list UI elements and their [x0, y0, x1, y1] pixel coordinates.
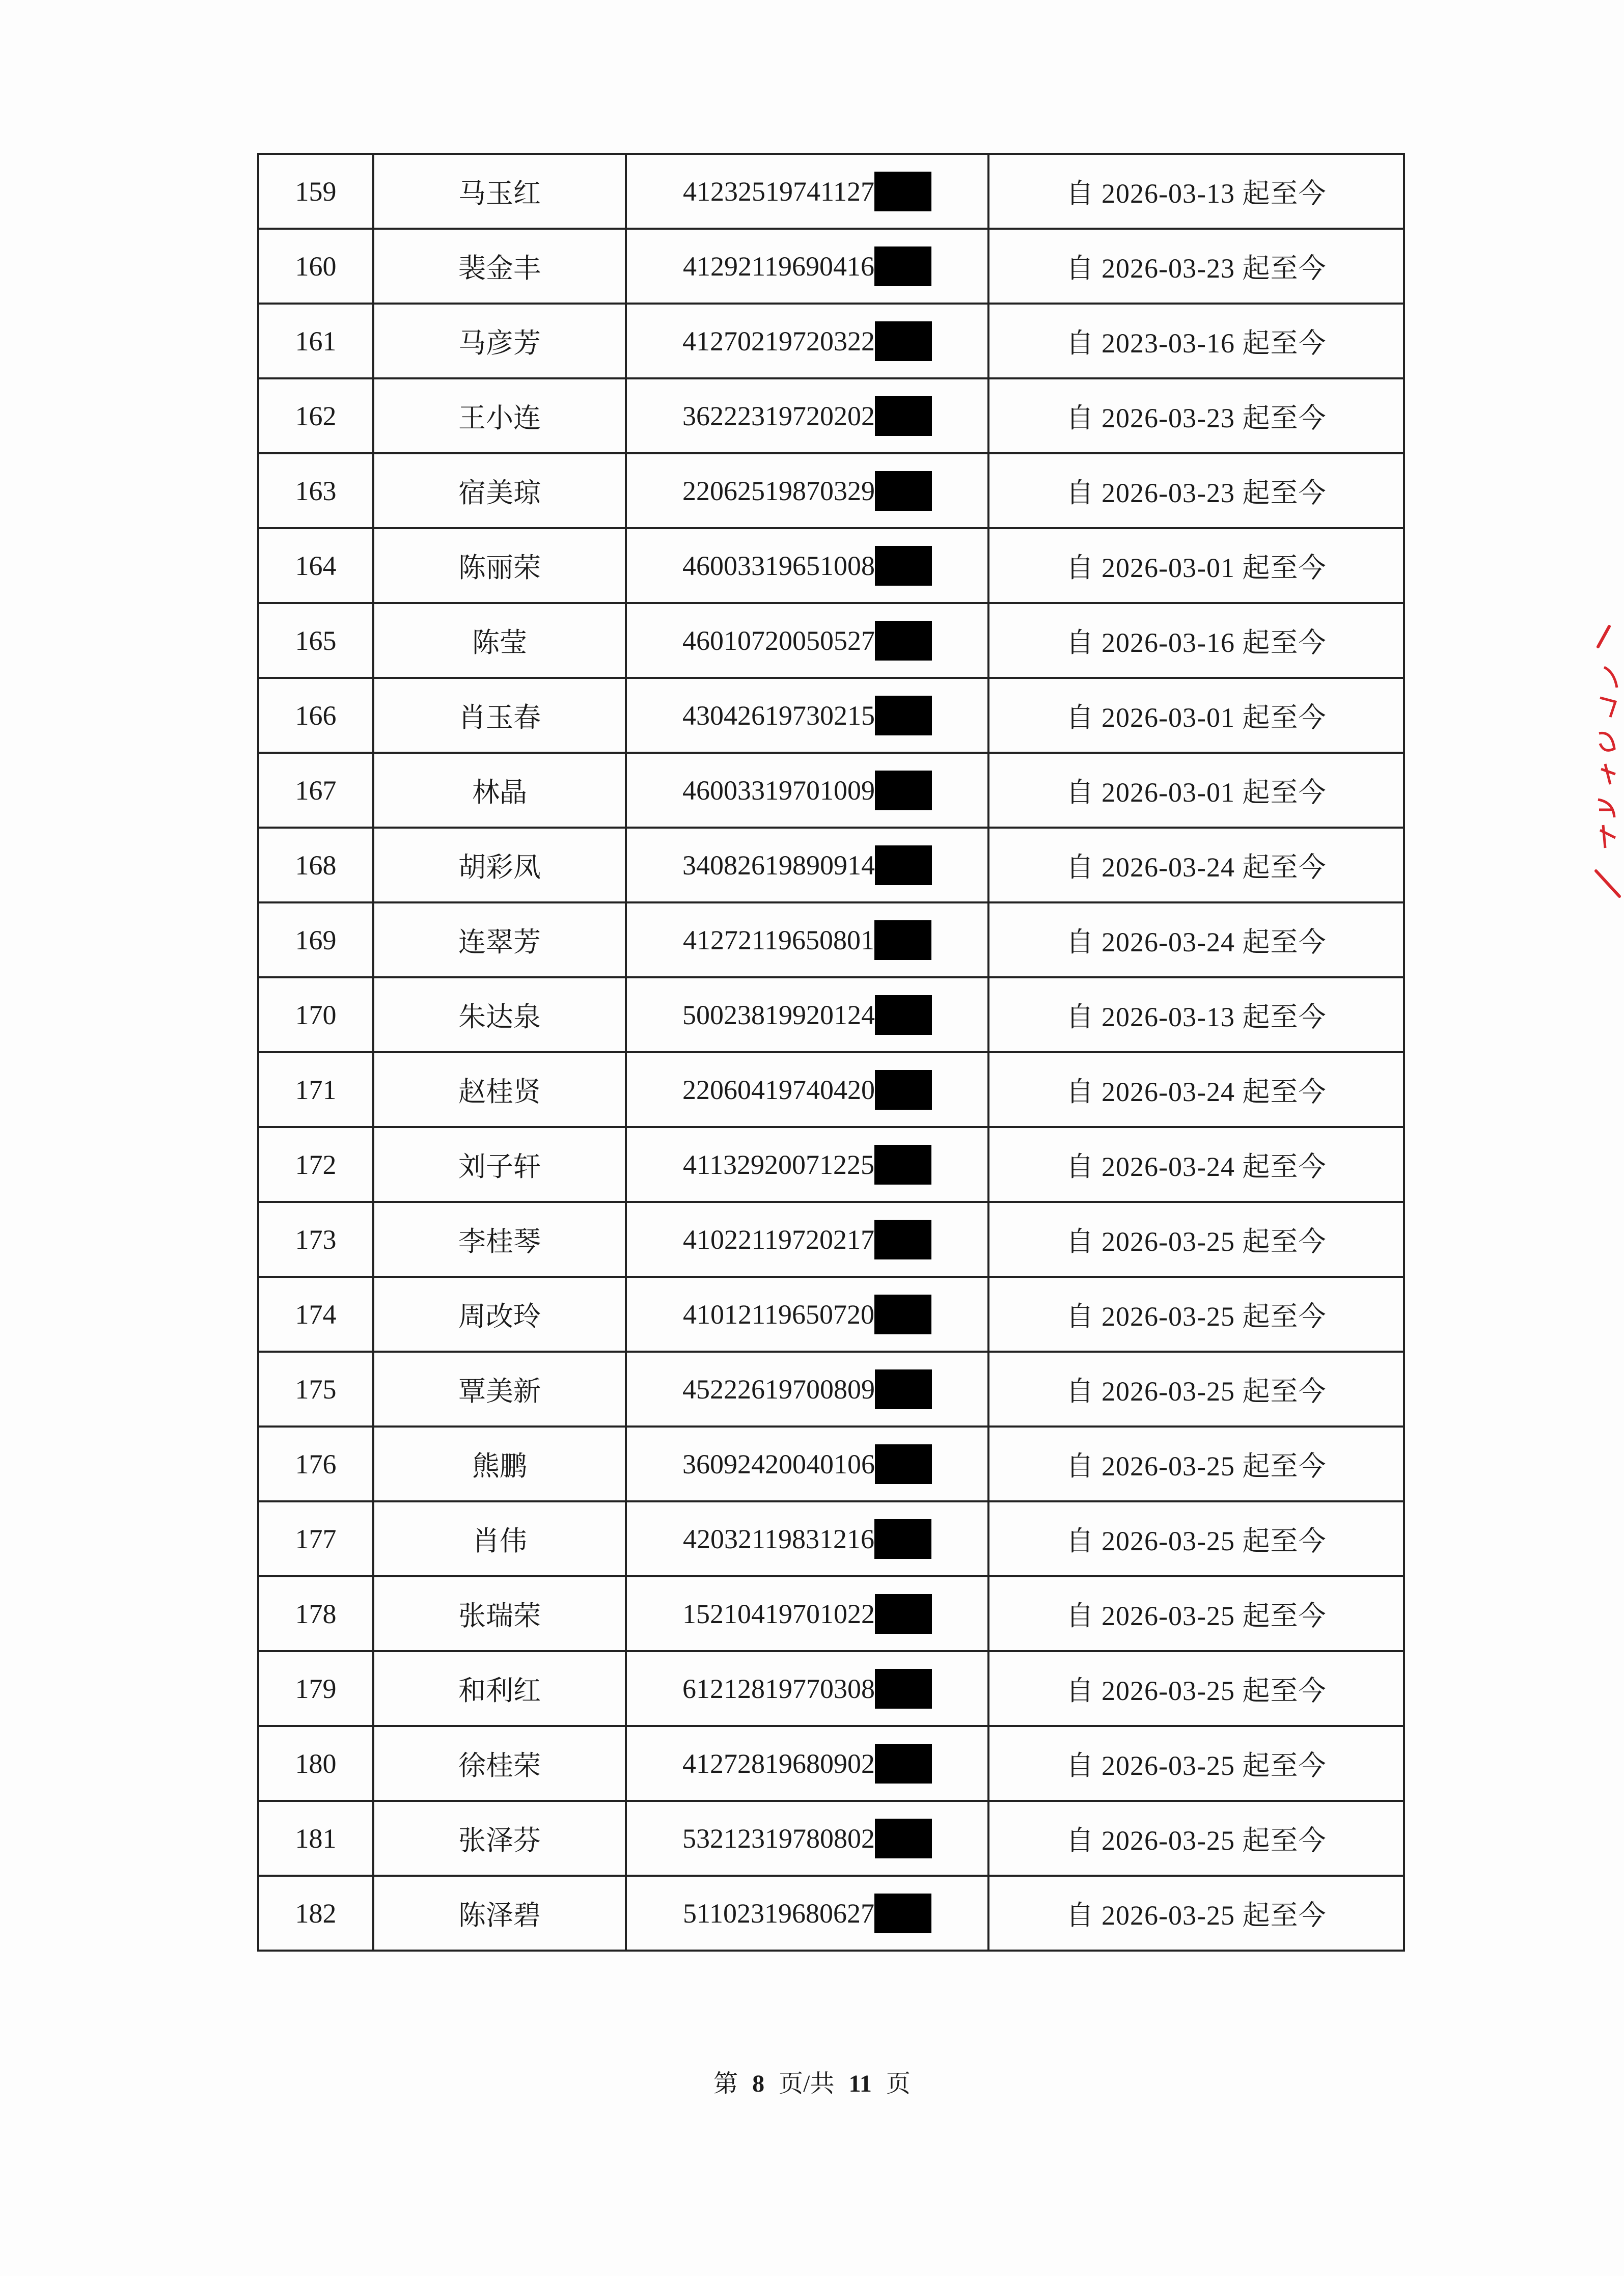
- page-footer: [0, 2064, 1624, 2099]
- date-range-text: 自 2026-03-23 起至今: [1066, 478, 1327, 508]
- redaction-block: [874, 1220, 931, 1259]
- date-range-text: 自 2026-03-25 起至今: [1066, 1226, 1327, 1257]
- redaction-block: [874, 1894, 931, 1933]
- redaction-block: [875, 471, 932, 511]
- id-number-wrap: [682, 621, 932, 661]
- record-table-body: [258, 154, 1404, 1951]
- id-number-wrap: [683, 1295, 931, 1334]
- id-number-wrap: [682, 1444, 932, 1484]
- id-number-visible-digits: 41232519741127: [683, 176, 874, 207]
- row-number: 161: [258, 304, 373, 378]
- table-row: [258, 1726, 1404, 1801]
- redaction-block: [875, 1744, 932, 1784]
- redaction-block: [875, 621, 932, 661]
- footer-suffix: 页: [886, 2070, 911, 2097]
- row-number: 165: [258, 603, 373, 678]
- id-number-visible-digits: 42032119831216: [683, 1523, 874, 1554]
- date-range-text: 自 2023-03-16 起至今: [1066, 328, 1327, 359]
- redaction-block: [875, 396, 932, 436]
- id-number-cell: [626, 1052, 988, 1127]
- id-number-wrap: [683, 920, 931, 960]
- person-name: 张瑞荣: [373, 1576, 626, 1651]
- id-number-wrap: [683, 1519, 931, 1559]
- row-number: 162: [258, 378, 373, 453]
- person-name: 刘子轩: [373, 1127, 626, 1202]
- current-page-number: 8: [752, 2070, 765, 2097]
- id-number-cell: [626, 603, 988, 678]
- row-number: 175: [258, 1352, 373, 1427]
- redaction-block: [874, 1145, 931, 1185]
- id-number-cell: [626, 154, 988, 229]
- id-number-cell: [626, 378, 988, 453]
- person-name: 熊鹏: [373, 1427, 626, 1501]
- id-number-visible-digits: 53212319780802: [682, 1823, 875, 1854]
- id-number-wrap: [683, 1894, 931, 1933]
- id-number-visible-digits: 41012119650720: [683, 1299, 874, 1330]
- id-number-cell: [626, 229, 988, 304]
- date-range-text: 自 2026-03-25 起至今: [1066, 1676, 1327, 1706]
- date-range-text: 自 2026-03-01 起至今: [1066, 702, 1327, 733]
- id-number-visible-digits: 36222319720202: [682, 400, 875, 431]
- date-range-text: 自 2026-03-25 起至今: [1066, 1750, 1327, 1781]
- date-range-cell: [988, 1352, 1404, 1427]
- person-name: 陈莹: [373, 603, 626, 678]
- redaction-block: [874, 920, 931, 960]
- date-range-cell: [988, 1576, 1404, 1651]
- id-number-wrap: [683, 246, 931, 286]
- id-number-visible-digits: 50023819920124: [682, 999, 875, 1030]
- redaction-block: [875, 1594, 932, 1634]
- redaction-block: [875, 696, 932, 735]
- id-number-cell: [626, 1202, 988, 1277]
- date-range-text: 自 2026-03-25 起至今: [1066, 1376, 1327, 1407]
- footer-prefix: 第: [713, 2070, 738, 2097]
- person-name: 周改玲: [373, 1277, 626, 1352]
- id-number-wrap: [682, 321, 932, 361]
- id-number-visible-digits: 46003319701009: [682, 775, 875, 806]
- date-range-text: 自 2026-03-25 起至今: [1066, 1526, 1327, 1556]
- date-range-cell: [988, 1801, 1404, 1876]
- person-name: 覃美新: [373, 1352, 626, 1427]
- table-row: [258, 828, 1404, 902]
- table-row: [258, 1427, 1404, 1501]
- date-range-text: 自 2026-03-25 起至今: [1066, 1451, 1327, 1482]
- date-range-cell: [988, 1876, 1404, 1951]
- id-number-cell: [626, 1876, 988, 1951]
- table-row: [258, 378, 1404, 453]
- row-number: 164: [258, 528, 373, 603]
- date-range-cell: [988, 378, 1404, 453]
- id-number-visible-digits: 22062519870329: [682, 475, 875, 506]
- id-number-wrap: [682, 771, 932, 810]
- date-range-cell: [988, 1052, 1404, 1127]
- id-number-cell: [626, 1127, 988, 1202]
- table-row: [258, 1801, 1404, 1876]
- row-number: 160: [258, 229, 373, 304]
- id-number-wrap: [682, 1369, 932, 1409]
- row-number: 181: [258, 1801, 373, 1876]
- row-number: 166: [258, 678, 373, 753]
- id-number-visible-digits: 46003319651008: [682, 550, 875, 581]
- table-row: [258, 1202, 1404, 1277]
- red-seal-stamp-fragment: [1589, 616, 1624, 901]
- id-number-visible-digits: 41270219720322: [682, 325, 875, 357]
- date-range-text: 自 2026-03-24 起至今: [1066, 1077, 1327, 1107]
- id-number-cell: [626, 753, 988, 828]
- table-row: [258, 603, 1404, 678]
- id-number-visible-digits: 46010720050527: [682, 625, 875, 656]
- id-number-cell: [626, 678, 988, 753]
- redaction-block: [875, 321, 932, 361]
- id-number-visible-digits: 41132920071225: [683, 1149, 874, 1180]
- date-range-cell: [988, 1726, 1404, 1801]
- redaction-block: [874, 1519, 931, 1559]
- date-range-text: 自 2026-03-24 起至今: [1066, 852, 1327, 883]
- redaction-block: [875, 845, 932, 885]
- id-number-visible-digits: 41272819680902: [682, 1748, 875, 1779]
- id-number-wrap: [683, 1220, 931, 1259]
- table-row: [258, 1127, 1404, 1202]
- table-row: [258, 1052, 1404, 1127]
- date-range-text: 自 2026-03-23 起至今: [1066, 403, 1327, 433]
- id-number-cell: [626, 1501, 988, 1576]
- date-range-cell: [988, 229, 1404, 304]
- id-number-visible-digits: 45222619700809: [682, 1374, 875, 1405]
- row-number: 159: [258, 154, 373, 229]
- id-number-visible-digits: 43042619730215: [682, 700, 875, 731]
- date-range-text: 自 2026-03-01 起至今: [1066, 777, 1327, 808]
- record-table: [257, 153, 1405, 1952]
- id-number-visible-digits: 41022119720217: [683, 1224, 874, 1255]
- id-number-wrap: [682, 1594, 932, 1634]
- row-number: 179: [258, 1651, 373, 1726]
- id-number-wrap: [682, 845, 932, 885]
- row-number: 171: [258, 1052, 373, 1127]
- date-range-cell: [988, 902, 1404, 977]
- id-number-wrap: [683, 1145, 931, 1185]
- row-number: 168: [258, 828, 373, 902]
- id-number-wrap: [682, 471, 932, 511]
- date-range-cell: [988, 977, 1404, 1052]
- date-range-cell: [988, 1651, 1404, 1726]
- table-row: [258, 154, 1404, 229]
- id-number-cell: [626, 528, 988, 603]
- date-range-text: 自 2026-03-25 起至今: [1066, 1825, 1327, 1856]
- date-range-text: 自 2026-03-25 起至今: [1066, 1601, 1327, 1631]
- date-range-cell: [988, 603, 1404, 678]
- id-number-cell: [626, 1651, 988, 1726]
- person-name: 马玉红: [373, 154, 626, 229]
- id-number-visible-digits: 15210419701022: [682, 1598, 875, 1629]
- id-number-wrap: [682, 1669, 932, 1709]
- row-number: 176: [258, 1427, 373, 1501]
- id-number-cell: [626, 453, 988, 528]
- redaction-block: [875, 1444, 932, 1484]
- redaction-block: [875, 771, 932, 810]
- date-range-cell: [988, 154, 1404, 229]
- date-range-text: 自 2026-03-23 起至今: [1066, 253, 1327, 284]
- id-number-cell: [626, 1801, 988, 1876]
- table-row: [258, 678, 1404, 753]
- table-row: [258, 1876, 1404, 1951]
- date-range-cell: [988, 1501, 1404, 1576]
- date-range-text: 自 2026-03-24 起至今: [1066, 927, 1327, 957]
- person-name: 李桂琴: [373, 1202, 626, 1277]
- date-range-text: 自 2026-03-13 起至今: [1066, 178, 1327, 209]
- row-number: 178: [258, 1576, 373, 1651]
- date-range-text: 自 2026-03-25 起至今: [1066, 1301, 1327, 1332]
- row-number: 180: [258, 1726, 373, 1801]
- table-row: [258, 1651, 1404, 1726]
- date-range-text: 自 2026-03-01 起至今: [1066, 553, 1327, 583]
- id-number-cell: [626, 1352, 988, 1427]
- date-range-cell: [988, 1427, 1404, 1501]
- id-number-cell: [626, 977, 988, 1052]
- row-number: 167: [258, 753, 373, 828]
- table-row: [258, 1277, 1404, 1352]
- id-number-wrap: [682, 1070, 932, 1110]
- date-range-cell: [988, 828, 1404, 902]
- person-name: 张泽芬: [373, 1801, 626, 1876]
- id-number-cell: [626, 1277, 988, 1352]
- id-number-visible-digits: 41292119690416: [683, 251, 874, 282]
- row-number: 177: [258, 1501, 373, 1576]
- redaction-block: [875, 995, 932, 1035]
- table-row: [258, 977, 1404, 1052]
- row-number: 169: [258, 902, 373, 977]
- date-range-text: 自 2026-03-13 起至今: [1066, 1002, 1327, 1032]
- id-number-wrap: [683, 172, 931, 211]
- table-row: [258, 1501, 1404, 1576]
- id-number-wrap: [682, 396, 932, 436]
- id-number-cell: [626, 304, 988, 378]
- person-name: 朱达泉: [373, 977, 626, 1052]
- person-name: 裴金丰: [373, 229, 626, 304]
- redaction-block: [874, 1295, 931, 1334]
- person-name: 马彦芳: [373, 304, 626, 378]
- id-number-wrap: [682, 1744, 932, 1784]
- id-number-cell: [626, 902, 988, 977]
- date-range-text: 自 2026-03-16 起至今: [1066, 627, 1327, 658]
- date-range-cell: [988, 1277, 1404, 1352]
- row-number: 163: [258, 453, 373, 528]
- table-row: [258, 304, 1404, 378]
- id-number-visible-digits: 61212819770308: [682, 1673, 875, 1704]
- table-row: [258, 1576, 1404, 1651]
- person-name: 肖伟: [373, 1501, 626, 1576]
- person-name: 陈泽碧: [373, 1876, 626, 1951]
- date-range-cell: [988, 753, 1404, 828]
- id-number-wrap: [682, 1819, 932, 1858]
- row-number: 170: [258, 977, 373, 1052]
- person-name: 王小连: [373, 378, 626, 453]
- id-number-visible-digits: 34082619890914: [682, 849, 875, 881]
- row-number: 182: [258, 1876, 373, 1951]
- date-range-cell: [988, 304, 1404, 378]
- redaction-block: [874, 172, 931, 211]
- footer-middle: 页/共: [779, 2070, 835, 2097]
- person-name: 林晶: [373, 753, 626, 828]
- id-number-wrap: [682, 546, 932, 586]
- id-number-visible-digits: 51102319680627: [683, 1898, 874, 1929]
- date-range-cell: [988, 678, 1404, 753]
- redaction-block: [875, 1070, 932, 1110]
- person-name: 宿美琼: [373, 453, 626, 528]
- id-number-visible-digits: 22060419740420: [682, 1074, 875, 1105]
- date-range-cell: [988, 453, 1404, 528]
- redaction-block: [875, 1819, 932, 1858]
- id-number-cell: [626, 828, 988, 902]
- date-range-cell: [988, 528, 1404, 603]
- id-number-wrap: [682, 696, 932, 735]
- table-row: [258, 229, 1404, 304]
- redaction-block: [875, 1369, 932, 1409]
- date-range-text: 自 2026-03-25 起至今: [1066, 1900, 1327, 1931]
- id-number-cell: [626, 1427, 988, 1501]
- id-number-cell: [626, 1576, 988, 1651]
- row-number: 174: [258, 1277, 373, 1352]
- person-name: 陈丽荣: [373, 528, 626, 603]
- person-name: 和利红: [373, 1651, 626, 1726]
- id-number-visible-digits: 36092420040106: [682, 1448, 875, 1479]
- date-range-cell: [988, 1127, 1404, 1202]
- person-name: 连翠芳: [373, 902, 626, 977]
- table-row: [258, 753, 1404, 828]
- table-row: [258, 453, 1404, 528]
- id-number-cell: [626, 1726, 988, 1801]
- table-row: [258, 1352, 1404, 1427]
- id-number-wrap: [682, 995, 932, 1035]
- row-number: 173: [258, 1202, 373, 1277]
- table-row: [258, 902, 1404, 977]
- person-name: 徐桂荣: [373, 1726, 626, 1801]
- person-name: 赵桂贤: [373, 1052, 626, 1127]
- total-page-count: 11: [848, 2070, 872, 2097]
- table-row: [258, 528, 1404, 603]
- date-range-text: 自 2026-03-24 起至今: [1066, 1151, 1327, 1182]
- redaction-block: [875, 546, 932, 586]
- person-name: 胡彩凤: [373, 828, 626, 902]
- date-range-cell: [988, 1202, 1404, 1277]
- redaction-block: [875, 1669, 932, 1709]
- redaction-block: [874, 246, 931, 286]
- person-name: 肖玉春: [373, 678, 626, 753]
- id-number-visible-digits: 41272119650801: [683, 924, 874, 955]
- row-number: 172: [258, 1127, 373, 1202]
